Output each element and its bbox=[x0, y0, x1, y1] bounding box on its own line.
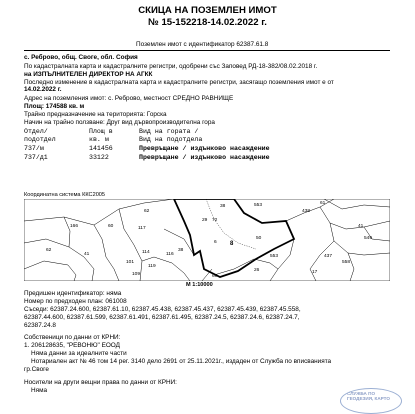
map-parcel-label: 17 bbox=[312, 270, 318, 275]
map-parcel-label: 116 bbox=[166, 252, 174, 257]
table-row-area: 33122 bbox=[89, 154, 109, 161]
map-parcel-label: 62 bbox=[46, 248, 52, 253]
map-parcel-label: 109 bbox=[132, 272, 141, 277]
territory-purpose: Трайно предназначение на територията: Горска bbox=[24, 111, 167, 118]
map-parcel-label: 553 bbox=[270, 254, 279, 259]
map-parcel-label: 553 bbox=[254, 203, 263, 208]
map-parcel-label: 72 bbox=[212, 218, 218, 223]
previous-identifier: Предишен идентификатор: няма bbox=[24, 290, 122, 297]
approval-line-3: Последно изменение в кадастралната карта и кадастралните регистри, засягащо поземления имот е от bbox=[24, 79, 334, 86]
deed-line: Нотариален акт № 46 том 14 рег. 3140 дело 2691 от 25.11.2021г., издаден от Служба по вписванията bbox=[31, 358, 332, 365]
document-title: СКИЦА НА ПОЗЕМЛЕН ИМОТ bbox=[138, 5, 277, 16]
approval-line-1: По кадастралната карта и кадастралните регистри, одобрени със Заповед РД-18-382/08.02.2018 г. bbox=[24, 63, 318, 70]
map-parcel-label: 119 bbox=[148, 264, 156, 269]
map-parcel-label: 101 bbox=[126, 260, 135, 265]
other-rights-value: Няма bbox=[31, 387, 48, 394]
previous-plan-number: Номер по предходен план: 061008 bbox=[24, 298, 127, 305]
map-parcel-label: 38 bbox=[178, 248, 184, 253]
deed-place: гр.Своге bbox=[24, 366, 49, 373]
property-address: Адрес на поземления имот: с. Реброво, местност СРЕДНО РАВНИЩЕ bbox=[24, 95, 234, 102]
main-parcel-label: 8 bbox=[230, 241, 234, 247]
usage-type: Начин на трайно ползване: Друг вид дървопроизводителна гора bbox=[24, 119, 215, 126]
office-stamp bbox=[340, 388, 402, 414]
map-parcel-label: 69 bbox=[212, 274, 218, 279]
owners-heading: Собственици по данни от КРНИ: bbox=[24, 334, 121, 341]
stamp-text: СЛУЖБА ПО ГЕОДЕЗИЯ, КАРТО bbox=[347, 391, 390, 401]
cadastral-map bbox=[24, 199, 390, 281]
map-parcel-label: 549 bbox=[364, 236, 373, 241]
map-scale: М 1:10000 bbox=[186, 282, 213, 288]
approval-line-2: на ИЗПЪЛНИТЕЛЕН ДИРЕКТОР НА АГКК bbox=[24, 71, 153, 78]
map-parcel-label: 114 bbox=[142, 250, 150, 255]
identifier-line: Поземлен имот с идентификатор 62387.61.8 bbox=[136, 41, 269, 48]
coordinate-system: Координатна система ККС2005 bbox=[24, 192, 106, 198]
property-area: Площ: 174588 кв. м bbox=[24, 103, 85, 110]
neighbors-line-2: 62387.44.600, 62387.61.599, 62387.61.491, 62387.61.495, 62387.24.5, 62387.24.6, 62387.24.7, bbox=[24, 314, 300, 321]
map-frame bbox=[24, 199, 390, 281]
table-row-area: 141456 bbox=[89, 145, 113, 152]
table-header-col3-b: Вид на подотдела bbox=[139, 136, 203, 143]
table-header-col1-b: подотдел bbox=[24, 136, 56, 143]
table-header-col1-a: Отдел/ bbox=[24, 128, 48, 135]
map-parcel-label: 38 bbox=[220, 204, 226, 209]
owner-entry: 1. 206128635, "РЕВОНЮ" ЕООД bbox=[24, 342, 120, 349]
other-rights-heading: Носители на други вещни права по данни от КРНИ: bbox=[24, 379, 177, 386]
table-header-col2-b: кв. м bbox=[89, 136, 109, 143]
table-row-type: Превръщане / издънково насаждение bbox=[139, 145, 270, 152]
map-parcel-label: 166 bbox=[70, 224, 79, 229]
map-parcel-label: 41 bbox=[358, 224, 364, 229]
ideal-parts: Няма данни за идеалните части bbox=[31, 350, 127, 357]
map-parcel-label: 558 bbox=[342, 260, 351, 265]
map-parcel-label: 50 bbox=[256, 236, 262, 241]
map-parcel-label: 41 bbox=[84, 252, 90, 257]
map-parcel-label: 438 bbox=[302, 209, 311, 214]
location: с. Реброво, общ. Своге, обл. София bbox=[24, 54, 138, 61]
approval-line-4: 14.02.2022 г. bbox=[24, 86, 62, 93]
table-header-col2-a: Площ в bbox=[89, 128, 113, 135]
map-parcel-label: 26 bbox=[254, 268, 260, 273]
map-parcel-label: 61 bbox=[320, 201, 326, 206]
document-number: № 15-152218-14.02.2022 г. bbox=[148, 17, 267, 28]
map-parcel-label: 29 bbox=[202, 218, 208, 223]
map-parcel-label: 437 bbox=[324, 254, 333, 259]
map-parcel-label: 6 bbox=[214, 240, 217, 245]
map-parcel-label: 60 bbox=[108, 224, 114, 229]
table-row-section: 737/д1 bbox=[24, 154, 48, 161]
neighbors-line-3: 62387.24.8 bbox=[24, 322, 56, 329]
map-parcel-label: 117 bbox=[138, 226, 146, 231]
divider bbox=[24, 50, 390, 51]
table-row-type: Превръщане / издънково насаждение bbox=[139, 154, 270, 161]
map-parcel-label: 62 bbox=[144, 209, 150, 214]
table-row-section: 737/м bbox=[24, 145, 44, 152]
neighbors-line: Съседи: 62387.24.600, 62387.61.10, 62387.45.438, 62387.45.437, 62387.45.439, 62387.45.558, bbox=[24, 306, 301, 313]
table-header-col3-a: Вид на гората / bbox=[139, 128, 199, 135]
